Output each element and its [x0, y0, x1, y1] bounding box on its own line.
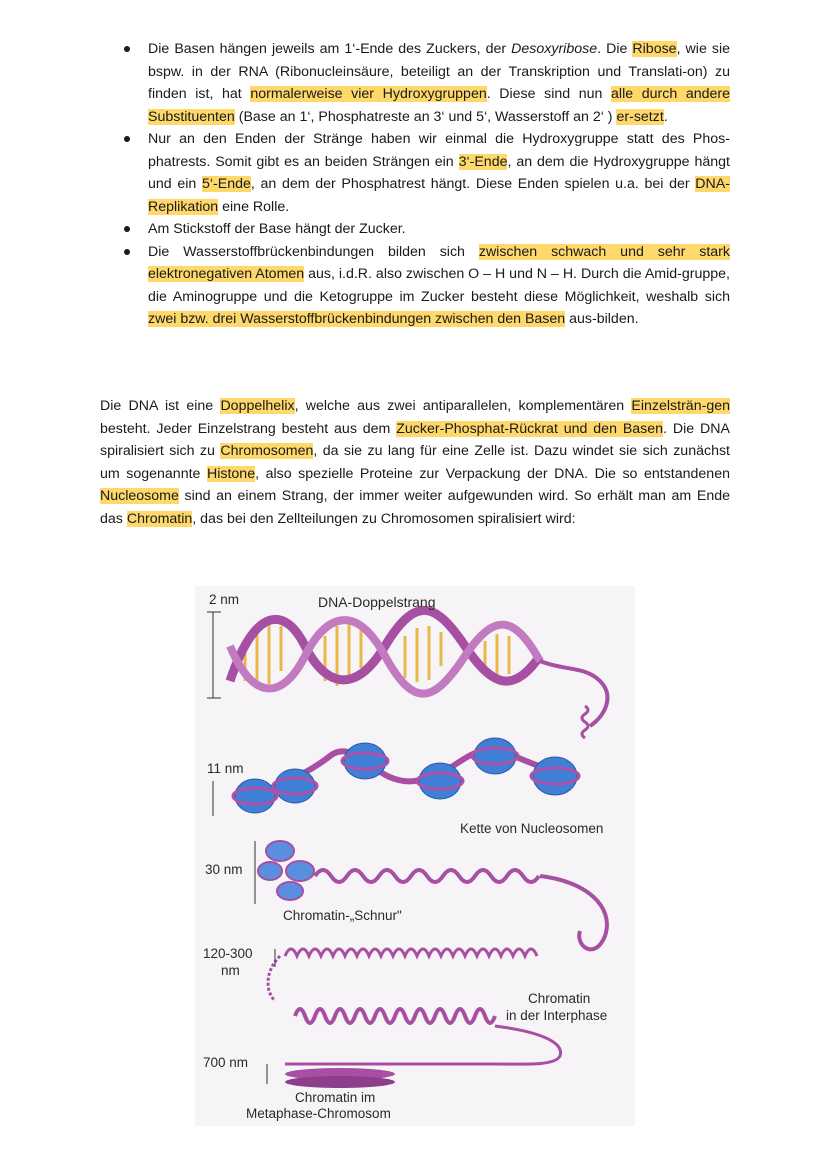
highlighted-text: zwischen schwach und sehr stark elektronegativen Atomen [148, 243, 730, 282]
text-run: , welche aus zwei antiparallelen, komplementären [294, 398, 632, 414]
scale-markers [207, 612, 275, 1084]
text-run: (Base an 1‘, Phosphatreste an 3‘ und 5‘, Wasserstoff an 2‘ ) [234, 108, 617, 125]
scale-label-700nm: 700 nm [203, 1055, 249, 1070]
text-run: Die DNA ist eine [100, 398, 221, 414]
scale-label-30nm: 30 nm [205, 862, 243, 877]
text-run: Die Basen hängen jeweils am 1‘-Ende des Zuckers, der [148, 41, 512, 57]
italic-text: Desoxyribose [511, 41, 598, 57]
text-run: . Die [597, 41, 633, 57]
scale-label-2nm: 2 nm [209, 592, 240, 607]
text-run: Nur an den Enden der Stränge haben wir einmal die Hydroxygruppe statt des Phos-phatrests. Somit gibt es an beiden Strängen ein [148, 131, 730, 170]
text-run: , das bei den Zellteilungen zu Chromosomen spiralisiert wird: [192, 510, 576, 527]
text-run: Am Stickstoff der Base hängt der Zucker. [148, 221, 406, 237]
interphase-label-line2: in der Interphase [506, 1008, 608, 1023]
highlighted-text: 5‘-Ende [201, 176, 251, 192]
chromatin-fiber [258, 841, 607, 949]
nucleosome-label: Kette von Nucleosomen [460, 821, 604, 836]
highlighted-text: 3‘-Ende [458, 153, 508, 170]
highlighted-text: er-setzt [616, 108, 664, 125]
text-run: , da sie zu lang für eine Zelle ist. Dazu windet sie sich zunächst um sogenannte [100, 443, 730, 482]
highlighted-text: Nucleosome [100, 488, 179, 504]
bullet-item [120, 241, 730, 331]
highlighted-text: Chromatin [126, 510, 193, 527]
text-run: , also spezielle Proteine zur Verpackung der DNA. Die so entstandenen [255, 465, 730, 482]
bullet-item [120, 128, 730, 218]
text-run: eine Rolle. [218, 198, 290, 215]
text-run: besteht. Jeder Einzelstrang besteht aus dem [100, 420, 397, 437]
scale-label-11nm: 11 nm [207, 761, 244, 776]
chromatin-diagram [195, 586, 635, 1126]
chromatin-loops [268, 949, 537, 1001]
bullet-item [120, 218, 730, 241]
highlighted-text: normalerweise vier Hydroxygruppen [250, 86, 487, 102]
nucleosome-chain [233, 738, 579, 813]
bullet-item [120, 38, 730, 128]
dna-double-helix [230, 610, 607, 738]
bullet-dot-icon [124, 226, 130, 232]
highlighted-text: alle durch andere Substituenten [148, 86, 730, 125]
metaphase-label-line1: Chromatin im [295, 1090, 376, 1105]
fiber-label: Chromatin-„Schnur" [283, 908, 402, 923]
scale-label-300nm-unit: nm [221, 963, 240, 978]
text-run: . [663, 108, 668, 125]
highlighted-text: zwei bzw. drei Wasserstoffbrückenbindungen zwischen den Basen [148, 311, 566, 327]
highlighted-text: Histone [206, 465, 256, 482]
metaphase-chromosome [285, 1068, 395, 1088]
bullet-dot-icon [124, 136, 130, 142]
highlighted-text: DNA-Replikation [148, 176, 730, 215]
metaphase-label-line2: Metaphase-Chromosom [246, 1106, 391, 1121]
text-run: sind an einem Strang, der immer weiter aufgewunden wird. So erhält man am Ende das [100, 488, 730, 527]
highlighted-text: Chromosomen [220, 443, 314, 459]
highlighted-text: Einzelsträn-gen [631, 398, 730, 414]
text-run: Die Wasserstoffbrückenbindungen bilden sich [148, 243, 479, 260]
highlighted-text: Doppelhelix [220, 398, 295, 414]
body-paragraph [100, 395, 730, 530]
text-run: aus-bilden. [565, 311, 639, 327]
bullet-dot-icon [124, 46, 130, 52]
bullet-list [120, 38, 730, 331]
chromatin-figure [195, 586, 635, 1126]
text-run: . Die DNA spiralisiert sich zu [100, 420, 730, 459]
highlighted-text: Zucker-Phosphat-Rückrat und den Basen [396, 420, 664, 437]
bullet-dot-icon [124, 249, 130, 255]
scale-label-300nm: 120-300 [203, 946, 253, 961]
dna-label: DNA-Doppelstrang [318, 594, 436, 610]
interphase-label-line1: Chromatin [528, 991, 591, 1006]
text-run: , wie sie bspw. in der RNA (Ribonucleinsäure, beteiligt an der Transkription und Translati-on) zu finden ist, hat [148, 41, 731, 102]
highlighted-text: Ribose [632, 41, 677, 57]
text-run: , an dem die Hydroxygruppe hängt und ein [148, 153, 730, 192]
text-run: . Diese sind nun [486, 86, 612, 102]
text-run: , an dem der Phosphatrest hängt. Diese Enden spielen u.a. bei der [250, 176, 696, 192]
text-run: aus, i.d.R. also zwischen O – H und N – H. Durch die Amid-gruppe, die Aminogruppe und die Ketogruppe im Zucker besteht diese Möglichkeit, weshalb sich [148, 266, 730, 305]
